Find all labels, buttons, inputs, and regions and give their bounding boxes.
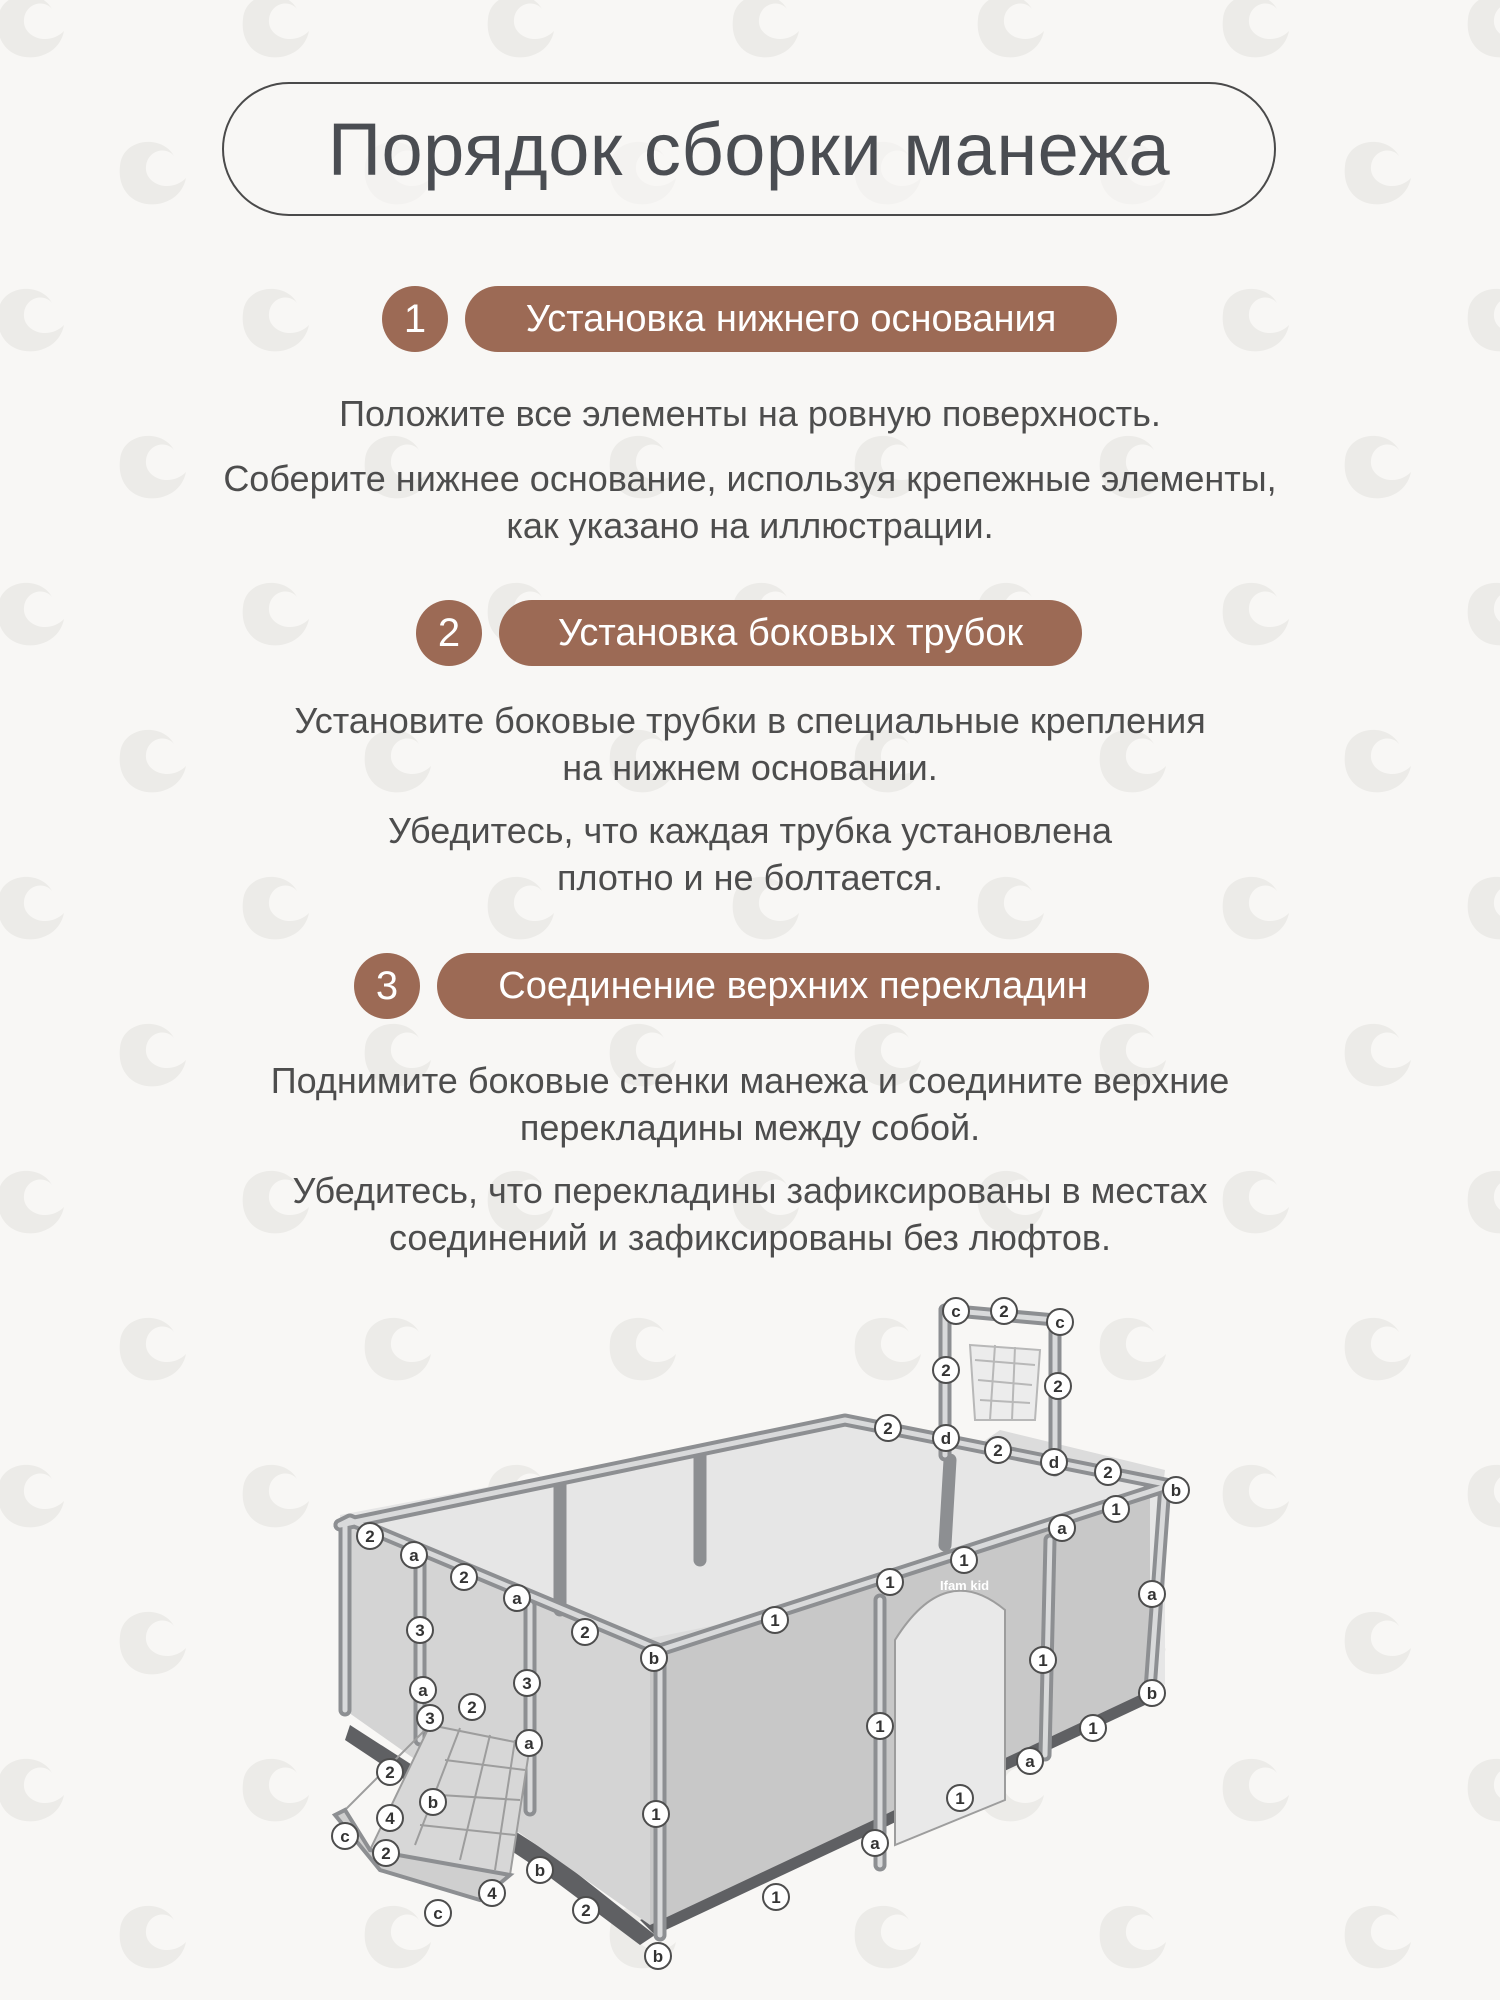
part-label: [377, 1759, 403, 1785]
step-3-number: 3: [354, 953, 420, 1019]
svg-text:2: 2: [883, 1419, 893, 1438]
svg-text:2: 2: [999, 1302, 1009, 1321]
svg-text:1: 1: [651, 1805, 661, 1824]
part-label: [1139, 1581, 1165, 1607]
text-line: Установите боковые трубки в специальные крепления: [294, 700, 1206, 741]
part-label: [645, 1943, 671, 1969]
svg-text:a: a: [409, 1546, 419, 1565]
svg-text:2: 2: [381, 1844, 391, 1863]
svg-text:a: a: [524, 1734, 534, 1753]
svg-text:c: c: [1055, 1313, 1065, 1332]
part-label: [947, 1785, 973, 1811]
part-label: [875, 1415, 901, 1441]
part-label: [933, 1425, 959, 1451]
step-1-paragraph-1: [100, 390, 1400, 437]
part-label: [407, 1617, 433, 1643]
step-2-header: [416, 600, 1082, 666]
part-label: [877, 1569, 903, 1595]
text-line: как указано на иллюстрации.: [506, 505, 994, 546]
part-label: [933, 1357, 959, 1383]
svg-text:a: a: [1057, 1519, 1067, 1538]
svg-text:1: 1: [1088, 1719, 1098, 1738]
text-line: Положите все элементы на ровную поверхность.: [339, 393, 1161, 434]
part-label: [1047, 1309, 1073, 1335]
page-title: Порядок сборки манежа: [327, 107, 1171, 191]
part-label: [643, 1801, 669, 1827]
part-label: [417, 1705, 443, 1731]
part-label: [1080, 1715, 1106, 1741]
part-label: [1103, 1496, 1129, 1522]
step-1-paragraph-2: [100, 455, 1400, 549]
svg-text:2: 2: [580, 1623, 590, 1642]
svg-text:d: d: [1048, 1453, 1060, 1472]
part-label: [1041, 1449, 1067, 1475]
part-label: [332, 1823, 358, 1849]
text-line: Убедитесь, что каждая трубка установлена: [387, 810, 1113, 851]
step-3-paragraph-2: [100, 1167, 1400, 1261]
svg-text:1: 1: [959, 1551, 969, 1570]
part-label: [943, 1298, 969, 1324]
svg-text:b: b: [427, 1793, 439, 1812]
brand-label: Ifam kid: [940, 1578, 990, 1593]
step-2-paragraph-2: [100, 807, 1400, 901]
svg-text:a: a: [512, 1589, 522, 1608]
part-label: [991, 1298, 1017, 1324]
svg-text:4: 4: [385, 1809, 395, 1828]
svg-text:1: 1: [875, 1717, 885, 1736]
svg-text:a: a: [418, 1681, 428, 1700]
part-label: [1017, 1748, 1043, 1774]
part-label: [514, 1670, 540, 1696]
part-label: [572, 1619, 598, 1645]
svg-text:3: 3: [425, 1709, 435, 1728]
part-label: [1139, 1680, 1165, 1706]
text-line: Убедитесь, что перекладины зафиксированы в местах: [292, 1170, 1208, 1211]
step-1-number: 1: [382, 286, 448, 352]
part-label: [527, 1857, 553, 1883]
svg-text:3: 3: [522, 1674, 532, 1693]
svg-text:b: b: [534, 1861, 546, 1880]
step-2-heading: Установка боковых трубок: [499, 600, 1082, 666]
step-1-heading: Установка нижнего основания: [465, 286, 1117, 352]
part-label: [641, 1645, 667, 1671]
part-label: [763, 1884, 789, 1910]
part-label: [377, 1805, 403, 1831]
part-label: [373, 1840, 399, 1866]
part-label: [451, 1564, 477, 1590]
part-label: [357, 1523, 383, 1549]
svg-text:4: 4: [487, 1884, 497, 1903]
part-label: [867, 1713, 893, 1739]
svg-text:1: 1: [1111, 1500, 1121, 1519]
part-label: [425, 1900, 451, 1926]
svg-text:b: b: [652, 1947, 664, 1966]
svg-text:a: a: [1147, 1585, 1157, 1604]
svg-text:b: b: [648, 1649, 660, 1668]
svg-text:2: 2: [1053, 1377, 1063, 1396]
part-label: [1163, 1477, 1189, 1503]
step-2-number: 2: [416, 600, 482, 666]
part-label: [504, 1585, 530, 1611]
svg-text:3: 3: [415, 1621, 425, 1640]
svg-text:2: 2: [581, 1901, 591, 1920]
svg-text:2: 2: [385, 1763, 395, 1782]
svg-text:1: 1: [885, 1573, 895, 1592]
step-3-paragraph-1: [100, 1057, 1400, 1151]
title-banner: [222, 82, 1276, 216]
part-label: [862, 1830, 888, 1856]
text-line: на нижнем основании.: [562, 747, 938, 788]
svg-text:2: 2: [1103, 1463, 1113, 1482]
part-label: [516, 1730, 542, 1756]
svg-text:2: 2: [941, 1361, 951, 1380]
part-label: [1049, 1515, 1075, 1541]
svg-text:b: b: [1146, 1684, 1158, 1703]
text-line: перекладины между собой.: [519, 1107, 981, 1148]
svg-text:c: c: [951, 1302, 961, 1321]
svg-text:1: 1: [955, 1789, 965, 1808]
step-2-paragraph-1: [100, 697, 1400, 791]
part-label: [762, 1607, 788, 1633]
svg-text:a: a: [1025, 1752, 1035, 1771]
svg-text:1: 1: [770, 1611, 780, 1630]
part-label: [951, 1547, 977, 1573]
part-label: [985, 1437, 1011, 1463]
part-label: [1045, 1373, 1071, 1399]
svg-text:b: b: [1170, 1481, 1182, 1500]
part-label: [479, 1880, 505, 1906]
part-label: [410, 1677, 436, 1703]
step-1-header: [382, 286, 1117, 352]
svg-text:c: c: [340, 1827, 350, 1846]
part-label: [573, 1897, 599, 1923]
svg-text:2: 2: [365, 1527, 375, 1546]
svg-text:d: d: [940, 1429, 952, 1448]
svg-text:2: 2: [467, 1698, 477, 1717]
svg-text:1: 1: [771, 1888, 781, 1907]
svg-text:c: c: [433, 1904, 443, 1923]
part-label: [1095, 1459, 1121, 1485]
playpen-assembly-diagram: [300, 1290, 1240, 1980]
svg-text:1: 1: [1038, 1651, 1048, 1670]
step-3-header: [354, 953, 1149, 1019]
part-label: [420, 1789, 446, 1815]
step-3-heading: Соединение верхних перекладин: [437, 953, 1149, 1019]
text-line: плотно и не болтается.: [557, 857, 943, 898]
svg-text:2: 2: [993, 1441, 1003, 1460]
text-line: Поднимите боковые стенки манежа и соедините верхние: [270, 1060, 1230, 1101]
part-label: [401, 1542, 427, 1568]
text-line: соединений и зафиксированы без люфтов.: [389, 1217, 1111, 1258]
svg-text:2: 2: [459, 1568, 469, 1587]
part-label: [1030, 1647, 1056, 1673]
svg-text:a: a: [870, 1834, 880, 1853]
text-line: Соберите нижнее основание, используя крепежные элементы,: [223, 458, 1277, 499]
part-label: [459, 1694, 485, 1720]
